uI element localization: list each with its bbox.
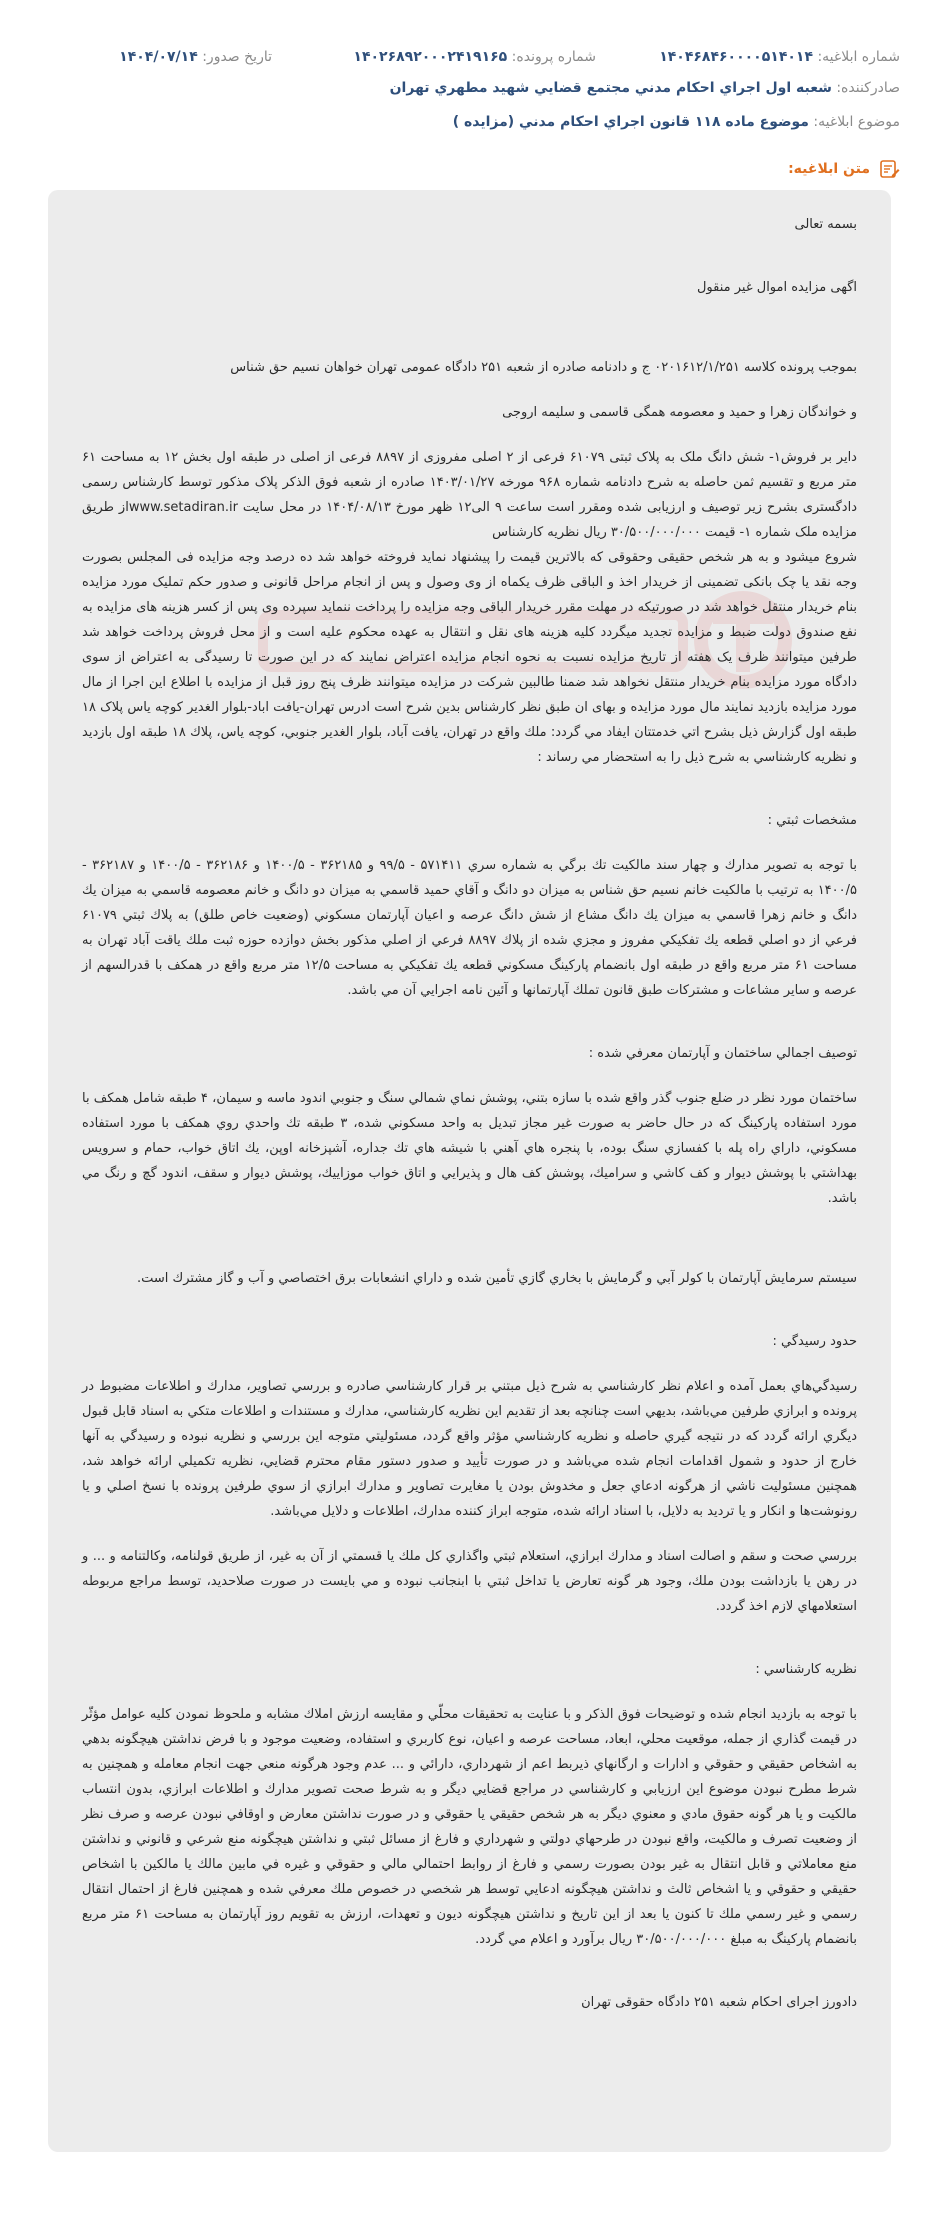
- expert-opinion-heading: نظريه كارشناسي :: [755, 1662, 857, 1677]
- defendants-paragraph: و خواندگان زهرا و حمید و معصومه همگی قاسمی و سلیمه اروجی: [502, 405, 857, 420]
- case-number-field: [353, 47, 596, 67]
- case-number-value: ۱۴۰۲۶۸۹۲۰۰۰۲۴۱۹۱۶۵: [353, 49, 508, 65]
- auction-conditions-paragraph: شروع میشود و به هر شخص حقیقی وحقوقی که بالاترین قیمت را پیشنهاد نماید فروخته خواهد شد ده درصد وجه مزایده فی المجلس بصورت وجه نقد یا چک بانکی تضمینی از خریدار اخذ و الباقی ظرف یکماه از وی وصول و پس از انجام مراحل قانونی و صدور حکم تملیک مورد مزایده بنام خریدار منتقل خواهد شد در صورتیکه در مهلت مقرر خریدار الباقی وجه مزایده را پرداخت ننماید سپرده وی پس از کسر هزینه های مزایده به نفع صندوق دولت ضبط و مزایده تجدید میگردد کلیه هزینه های نقل و انتقال به عهده محکوم علیه است و از محل فروش پرداخت خواهد شد طرفین میتوانند ظرف یک هفته از تاریخ مزایده نسبت به نحوه انجام مزایده اعتراض نمایند که در این صورت تا رسیدگی به اعتراض از سوی دادگاه مورد مزایده بنام خریدار منتقل نخواهد شد ضمنا طالبین شرکت در مزایده میتوانند ظرف پنج روز قبل از مزایده با اطلاع این اجرا از مال مورد مزایده بازدید نمایند مال مورد مزایده و بهای ان طبق نظر کارشناس بدین شرح است ادرس تهران-یافت اباد-بلوار الغدیر کوچه یاس پلاک ۱۸ طبقه اول گزارش ذیل بشرح اتي خدمتتان ايفاد مي گردد: ملك واقع در تهران، يافت آباد، بلوار الغدير جنوبي، كوچه ياس، پلاك ۱۸ طبقه اول بازديد و نظريه كارشناسي به شرح ذيل را به استحضار مي رساند :: [82, 550, 857, 765]
- notice-title: متن ابلاغیه:: [788, 161, 870, 177]
- issuer-label: صادرکننده:: [836, 80, 900, 96]
- notice-number-field: [659, 47, 900, 67]
- greeting-line: بسمه تعالی: [794, 217, 857, 232]
- building-description-paragraph: ساختمان مورد نظر در ضلع جنوب گذر واقع شده با سازه بتني، پوشش نماي شمالي سنگ و جنوبي اندود ماسه و سيمان، ۴ طبقه شامل همكف با مورد استفاده پاركينگ كه در حال حاضر به صورت غير مجاز تبديل به واحد مسكوني شده، ۳ طبقه تك واحدي روي همكف با مورد استفاده مسكوني، داراي راه پله با كفسازي سنگ بوده، با پنجره هاي آهني با شيشه هاي تك جداره، آشپزخانه اوپن، يك اتاق خواب، حمام و سرويس بهداشتي با پوشش ديوار و كف كاشي و سراميك، پوشش كف هال و پذيرايي و اتاق خواب موزاييك، پوشش ديوار و سقف، اندود گچ و رنگ مي باشد.: [82, 1091, 858, 1206]
- verification-paragraph: بررسي صحت و سقم و اصالت اسناد و مدارك ابرازي، استعلام ثبتي واگذاري كل ملك يا قسمتي از آن به غير، از طريق قولنامه، وكالتنامه و ... و در رهن يا بازداشت بودن ملك، وجود هر گونه تعارض يا تداخل ثبتي با ابنجانب نبوده و مي بايست در صورت صلاحديد، توسط مراجع مربوطه استعلامهاي لازم اخذ گردد.: [82, 1549, 857, 1614]
- scope-heading: حدود رسيدگي :: [772, 1334, 857, 1349]
- issue-date-value: ۱۴۰۴/۰۷/۱۴: [119, 49, 198, 65]
- scope-paragraph: رسيدگي‌هاي بعمل آمده و اعلام نظر كارشناسي به شرح ذيل مبتني بر قرار كارشناسي صادره و بررسي تصاوير، مدارك و اطلاعات مضبوط در پرونده و ابرازي طرفين مي‌باشد، بديهي است چنانچه بعد از تقديم اين نظريه كارشناسي، مدارك و مستندات و اطلاعات متكي به اسناد قابل قبول ديگري ارائه گردد كه در نتيجه گيري حاصله و نظريه كارشناسي مؤثر واقع گردد، مسئوليتي متوجه اين بررسي و نظريه نبوده و رسيدگي به آنها خارج از حدود و شمول اقدامات انجام شده مي‌باشد و در صورت تأييد و صدور دستور مقام محترم قضايي، نظريه تكميلي ارائه خواهد شد، همچنين مسئوليت ناشي از هرگونه ادعاي جعل و مخدوش بودن يا مغايرت تصاوير و مدارك ابرازي از سوي طرفين پرونده با نسخ اصلي و يا رونوشت‌ها و انكار و يا ترديد به دلايل، با اسناد ارائه شده، متوجه ابراز كننده مدارك، اطلاعات و دلايل مي‌باشد.: [82, 1379, 857, 1519]
- expert-opinion-paragraph: با توجه به بازديد انجام شده و توضيحات فوق الذكر و با عنايت به تحقيقات محلّي و مقايسه ارزش املاك مشابه و ملحوظ نمودن كليه عوامل مؤثّر در قيمت گذاري از جمله، موقعيت محلي، ابعاد، مساحت عرصه و اعيان، نوع كاربري و استفاده، وضعيت موجود و با فرض نداشتن هيچگونه بدهي به اشخاص حقيقي و حقوقي و ادارات و ارگانهاي ذيربط اعم از شهرداري، دارائي و ... عدم وجود هرگونه منعي جهت انجام معامله و همچنين به شرط مطرح نبودن موضوع اين ارزيابي و كارشناسي در مراجع قضايي ديگر و به شرط صحت تصوير مدارك و اطلاعات ابرازي، بدون انتساب مالكيت و يا هر گونه حقوق مادي و معنوي ديگر به هر شخص حقيقي يا حقوقي و در صورت نداشتن معارض و اوقافي نبودن عرصه و صرف نظر از وضعيت تصرف و مالكيت، واقع نبودن در طرحهاي دولتي و شهرداري و فارغ از مسائل ثبتي و نداشتن هيچگونه منع شرعي و قانوني و نداشتن منع معاملاتي و قابل انتقال به غير بودن بصورت رسمي و فارغ از روابط احتمالي مالي و حقوقي و غيره في مابين مالك يا مالكين با اشخاص حقيقي و حقوقي و يا اشخاص ثالث و نداشتن هيچگونه ادعايي توسط هر شخصي در خصوص ملك معرفي شده و همچنين فارغ از احتمال انتقال رسمي و غير رسمي ملك تا كنون يا بعد از اين تاريخ و نداشتن هيچگونه ديون و تعهدات، ارزش به تقويم روز آپارتمان به مساحت ۶۱ متر مربع بانضمام پاركينگ به مبلغ ۳۰/۵۰۰/۰۰۰/۰۰۰ ريال برآورد و اعلام مي گردد.: [82, 1707, 858, 1947]
- notice-body-box: [48, 190, 891, 2152]
- issue-date-label: تاریخ صدور:: [202, 49, 272, 65]
- notice-text: [82, 212, 857, 2015]
- subject-row: [39, 112, 900, 132]
- registration-heading: مشخصات ثبتي :: [767, 813, 857, 828]
- issuer-value: شعبه اول اجراي احكام مدني مجتمع قضايي شهيد مطهري تهران: [389, 80, 832, 96]
- registration-paragraph: با توجه به تصوير مدارك و چهار سند مالكيت تك برگي به شماره سري ۵۷۱۴۱۱ - ۹۹/۵ و ۳۶۲۱۸۵ - ۱۴۰۰/۵ و ۳۶۲۱۸۶ - ۱۴۰۰/۵ و ۳۶۲۱۸۷ - ۱۴۰۰/۵ به ترتيب با مالكيت خانم نسيم حق شناس به ميزان دو دانگ و آقاي حميد قاسمي به ميزان دو دانگ و خانم معصومه قاسمي به ميزان يك دانگ و خانم زهرا قاسمي به ميزان يك دانگ مشاع از شش دانگ عرصه و اعيان آپارتمان مسكوني (وضعيت خاص طلق) به پلاك ثبتي ۶۱۰۷۹ فرعي از دو اصلي قطعه يك تفكيكي مفروز و مجزي شده از پلاك ۸۸۹۷ فرعي از اصلي مذكور بخش دوازده حوزه ثبت ملك ياقت آباد تهران به مساحت ۶۱ متر مربع واقع در طبقه اول بانضمام پاركينگ مسكوني قطعه يك تفكيكي به مساحت ۱۲/۵ متر مربع واقع در همكف با قدرالسهم از عرصه و ساير مشاعات و مشتركات طبق قانون تملك آپارتمانها و آئين نامه اجرايي آن مي باشد.: [82, 858, 857, 998]
- auction-terms-paragraph: دایر بر فروش۱- شش دانگ ملک به پلاک ثبتی ۶۱۰۷۹ فرعی از ۲ اصلی مفروزی از ۸۸۹۷ فرعی از اصلی در طبقه اول بخش ۱۲ به مساحت ۶۱ متر مربع و تقسیم ثمن حاصله به شرح دادنامه شماره ۹۶۸ مورخه ۱۴۰۳/۰۱/۲۷ صادره از شعبه فوق الذکر پلاک مذکور توسط کارشناس رسمی دادگستری بشرح زیر توصیف و ارزیابی شده ومقرر است ساعت ۹ الی۱۲ ظهر مورخ ۱۴۰۴/۰۸/۱۳ در محل سایت www.setadiran.irاز طریق مزایده ملک شماره ۱- قیمت ۳۰/۵۰۰/۰۰۰/۰۰۰ ریال نظریه کارشناس: [82, 450, 857, 540]
- case-number-label: شماره پرونده:: [511, 49, 596, 65]
- notice-heading-line: اگهی مزایده اموال غیر منقول: [696, 280, 857, 295]
- document-edit-icon: [878, 158, 900, 180]
- building-description-heading: توصيف اجمالي ساختمان و آپارتمان معرفي شده :: [588, 1046, 857, 1061]
- hvac-paragraph: سيستم سرمايش آپارتمان با كولر آبي و گرمايش با بخاري گازي تأمين شده و داراي انشعابات برق اختصاصي و آب و گاز مشترك است.: [136, 1271, 857, 1286]
- issuer-row: [39, 78, 900, 98]
- subject-value: موضوع ماده ۱۱۸ قانون اجراي احكام مدني (مزايده ): [452, 114, 809, 130]
- signature-line: دادورز اجرای احکام شعبه ۲۵۱ دادگاه حقوقی تهران: [581, 1995, 857, 2010]
- notice-number-label: شماره ابلاغیه:: [817, 49, 900, 65]
- case-reference-paragraph: بموجب پرونده کلاسه ۰۲۰۱۶۱۲/۱/۲۵۱ ج و دادنامه صادره از شعبه ۲۵۱ دادگاه عمومی تهران خواهان نسیم حق شناس: [230, 360, 857, 375]
- issue-date-field: [119, 47, 272, 67]
- notice-number-value: ۱۴۰۴۶۸۴۶۰۰۰۰۵۱۴۰۱۴: [659, 49, 813, 65]
- notice-heading: [788, 158, 900, 180]
- subject-label: موضوع ابلاغیه:: [813, 114, 900, 130]
